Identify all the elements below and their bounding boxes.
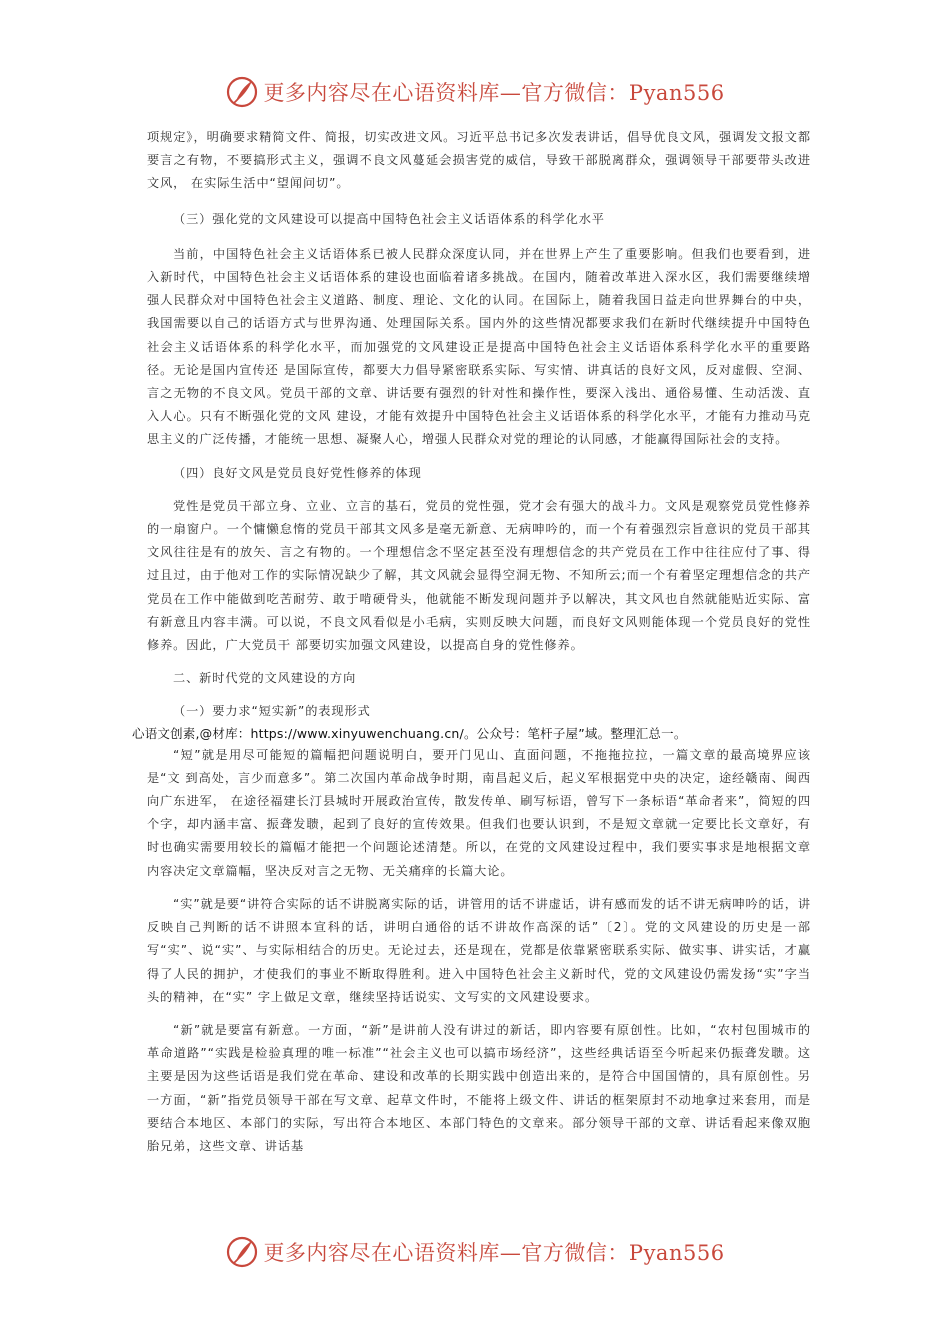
header-banner <box>0 72 950 112</box>
paragraph: 当前，中国特色社会主义话语体系已被人民群众深度认同，并在世界上产生了重要影响。但我们也要看到，进入新时代，中国特色社会主义话语体系的建设也面临着诸多挑战。在国内，随着改革进入深水区，我们需要继续增强人民群众对中国特色社会主义道路、制度、理论、文化的认同。在国际上，随着我国日益走向世界舞台的中央，我国需要以自己的话语方式与世界沟通、处理国际关系。国内外的这些情况都要求我们在新时代继续提升中国特色社会主义话语体系的科学化水平，而加强党的文风建设正是提高中国特色社会主义话语体系科学化水平的重要路径。无论是国内宣传还 是国际宣传，都要大力倡导紧密联系实际、写实情、讲真话的良好文风，反对虚假、空洞、言之无物的不良文风。党员干部的文章、讲话要有强烈的针对性和操作性，要深入浅出、通俗易懂、生动活泼、直入人心。只有不断强化党的文风 建设，才能有效提升中国特色社会主义话语体系的科学化水平，才能有力推动马克思主义的广泛传播，才能统一思想、凝聚人心，增强人民群众对党的理论的认同感，才能赢得国际社会的支持。 <box>147 246 811 447</box>
banner-text: 更多内容尽在心语资料库—官方微信：Pyan556 <box>263 1241 725 1265</box>
quill-circle-logo-icon <box>225 1235 259 1269</box>
paragraph: “实”就是要“讲符合实际的话不讲脱离实际的话，讲管用的话不讲虚话，讲有感而发的话不讲无病呻吟的话，讲反映自己判断的话不讲照本宣科的话，讲明白通俗的话不讲故作高深的话”〔2〕。党的文风建设的历史是一部写“实”、说“实”、与实际相结合的历史。无论过去，还是现在，党都是依靠紧密联系实际、做实事、讲实话，才赢得了人民的拥护，才使我们的事业不断取得胜利。进入中国特色社会主义新时代，党的文风建设仍需发扬“实”字当头的精神，在“实” 字上做足文章，继续坚持话说实、文写实的文风建设要求。 <box>147 896 811 1004</box>
section-heading: 二、新时代党的文风建设的方向 <box>173 671 357 686</box>
footer-banner <box>0 1232 950 1272</box>
paragraph: “短”就是用尽可能短的篇幅把问题说明白，要开门见山、直面问题，不拖拖拉拉，一篇文章的最高境界应该是“文 到高处，言少而意多”。第二次国内革命战争时期，南昌起义后，起义军根据党中央的决定，途经赣南、闽西向广东进军， 在途径福建长汀县城时开展政治宣传，散发传单、刷写标语，曾写下一条标语“革命者来”，简短的四个字，却内涵丰富、振聋发聩，起到了良好的宣传效果。但我们也要认识到，不是短文章就一定要比长文章好，有时也确实需要用较长的篇幅才能把一个问题论述清楚。所以，在党的文风建设过程中，我们要实事求是地根据文章内容决定文章篇幅，坚决反对言之无物、无关痛痒的长篇大论。 <box>147 747 811 878</box>
paragraph: 项规定》，明确要求精简文件、简报，切实改进文风。习近平总书记多次发表讲话，倡导优良文风，强调发文报文都要言之有物，不要搞形式主义，强调不良文风蔓延会损害党的威信，导致干部脱离群众，强调领导干部要带头改进文风， 在实际生活中“望闻问切”。 <box>147 130 811 191</box>
section-heading: （四）良好文风是党员良好党性修养的体现 <box>173 465 422 480</box>
paragraph: “新”就是要富有新意。一方面，“新”是讲前人没有讲过的新话，即内容要有原创性。比如，“农村包围城市的革命道路”“实践是检验真理的唯一标准”“社会主义也可以搞市场经济”，这些经典话语至今听起来仍振聋发聩。这主要是因为这些话语是我们党在革命、建设和改革的长期实践中创造出来的，是符合中国国情的，具有原创性。另一方面，“新”指党员领导干部在写文章、起草文件时，不能将上级文件、讲话的框架原封不动地拿过来套用，而是要结合本地区、本部门的实际，写出符合本地区、本部门特色的文章来。部分领导干部的文章、讲话看起来像双胞胎兄弟，这些文章、讲话基 <box>147 1022 811 1153</box>
quill-circle-logo-icon <box>225 75 259 109</box>
paragraph: 党性是党员干部立身、立业、立言的基石，党员的党性强，党才会有强大的战斗力。文风是观察党员党性修养的一扇窗户。一个慵懒怠惰的党员干部其文风多是毫无新意、无病呻吟的，而一个有着强烈宗旨意识的党员干部其文风往往是有的放矢、言之有物的。一个理想信念不坚定甚至没有理想信念的共产党员在工作中往往应付了事、得过且过，由于他对工作的实际情况缺少了解，其文风就会显得空洞无物、不知所云;而一个有着坚定理想信念的共产党员在工作中能做到吃苦耐劳、敢于啃硬骨头，他就能不断发现问题并予以解决，其文风也自然就能贴近实际、富有新意且内容丰满。可以说，不良文风看似是小毛病，实则反映大问题，而良好文风则能体现一个党员良好的党性修养。因此，广大党员干 部要切实加强文风建设，以提高自身的党性修养。 <box>147 498 811 653</box>
source-note: 心语文创素,@材库：https://www.xinyuwenchuang.cn/。公众号：笔杆子屋”域。整理汇总一。 <box>132 725 687 741</box>
banner-text: 更多内容尽在心语资料库—官方微信：Pyan556 <box>263 81 725 105</box>
subsection-heading: （一）要力求“短实新”的表现形式 <box>173 704 371 719</box>
document-body <box>132 126 811 1158</box>
section-heading: （三）强化党的文风建设可以提高中国特色社会主义话语体系的科学化水平 <box>173 211 605 226</box>
